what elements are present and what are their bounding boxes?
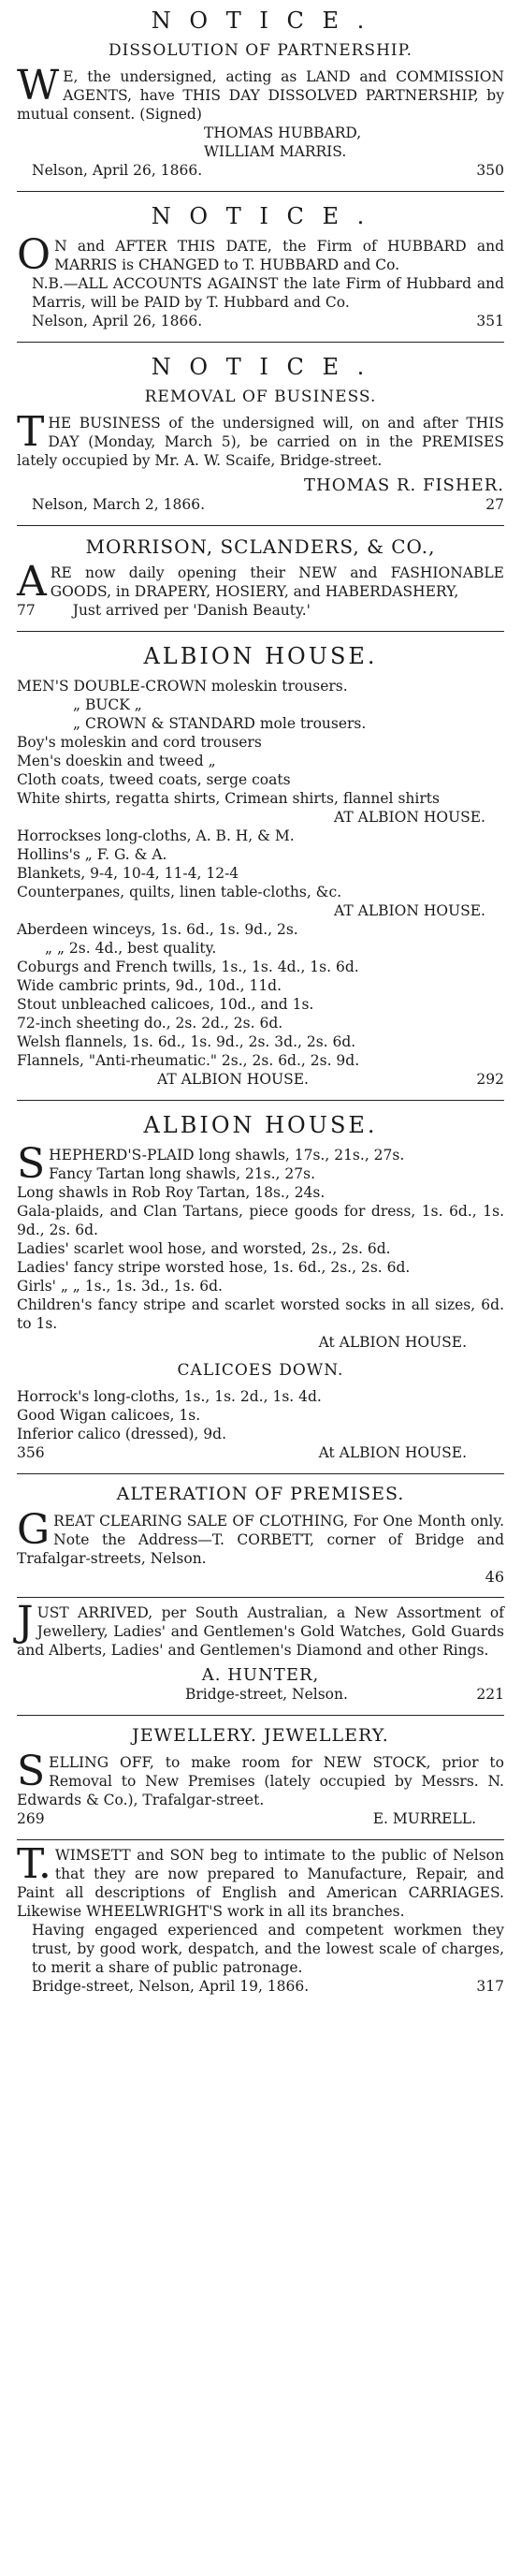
ad-body: JUST ARRIVED, per South Australian, a New Assortment of Jewellery, Ladies' and Gentlemen's Gold Watches, Gold Guards and Alberts, Ladies' and Gentlemen's Diamond and other Rings. (17, 1598, 504, 1659)
ad-name: E. MURRELL. (372, 1810, 476, 1827)
ad-name: A. HUNTER, (201, 1665, 320, 1685)
ad-address: Bridge-street, Nelson. (185, 1686, 348, 1703)
ad-number: 77 (17, 602, 36, 619)
line-item: Blankets, 9-4, 10-4, 11-4, 12-4 (17, 865, 239, 882)
notice-number: 27 (485, 496, 504, 513)
divider (17, 631, 504, 632)
line-item: Long shawls in Rob Roy Tartan, 18s., 24s. (17, 1184, 326, 1201)
ad-albion-house-1 (17, 636, 504, 1090)
ad-heading: ALTERATION OF PREMISES. (116, 1484, 405, 1504)
notice-nb: N.B.—ALL ACCOUNTS AGAINST the late Firm of Hubbard and Marris, will be PAID by T. Hubbard and Co. (32, 275, 504, 311)
signature-hubbard: THOMAS HUBBARD, (204, 124, 362, 141)
ad-tagline: AT ALBION HOUSE. (157, 1071, 309, 1088)
notice-heading: N O T I C E . (151, 7, 370, 34)
ad-morrison (17, 530, 504, 622)
ad-footer (17, 1977, 504, 1996)
line-item: SHEPHERD'S-PLAID long shawls, 17s., 21s., 27s. (17, 1140, 405, 1188)
line-item: MEN'S DOUBLE-CROWN moleskin trousers. (17, 678, 348, 695)
line-item: Horrock's long-cloths, 1s., 1s. 2d., 1s. 4d. (17, 1388, 322, 1405)
ad-albion-house-2 (17, 1105, 504, 1464)
notice-dissolution (17, 0, 504, 182)
line-item: Welsh flannels, 1s. 6d., 1s. 9d., 2s. 3d., 2s. 6d. (17, 1033, 356, 1050)
ad-footer (17, 1070, 504, 1089)
line-item: Children's fancy stripe and scarlet worsted socks in all sizes, 6d. to 1s. (17, 1296, 504, 1332)
line-item: „ CROWN & STANDARD mole trousers. (73, 715, 367, 732)
ad-number: 356 (17, 1444, 45, 1461)
ad-tagline: AT ALBION HOUSE. (334, 809, 485, 826)
notice-subheading: DISSOLUTION OF PARTNERSHIP. (108, 41, 413, 60)
divider (17, 1715, 504, 1716)
notice-date: Nelson, March 2, 1866. (32, 496, 206, 513)
newspaper-column (17, 0, 504, 1998)
notice-dateline (17, 312, 504, 330)
line-item: Coburgs and French twills, 1s., 1s. 4d., 1s. 6d. (17, 959, 359, 975)
notice-dateline (17, 495, 504, 514)
ad-tagline: At ALBION HOUSE. (318, 1334, 467, 1351)
ad-wimsett (17, 1840, 504, 1998)
notice-number: 351 (476, 313, 504, 329)
line-item: Stout unbleached calicoes, 10d., and 1s. (17, 996, 314, 1013)
notice-subheading: REMOVAL OF BUSINESS. (144, 388, 377, 406)
ad-footer (17, 1443, 504, 1462)
divider (17, 1597, 504, 1598)
line-item: „ „ 2s. 4d., best quality. (45, 940, 217, 957)
divider (17, 525, 504, 526)
notice-removal (17, 346, 504, 516)
ad-arrival: Just arrived per 'Danish Beauty.' (72, 602, 311, 619)
divider (17, 1839, 504, 1840)
ad-heading: JEWELLERY. JEWELLERY. (132, 1725, 389, 1746)
ad-number: 317 (476, 1978, 504, 1995)
line-item: Fancy Tartan long shawls, 21s., 27s. (49, 1165, 316, 1182)
line-item: Good Wigan calicoes, 1s. (17, 1407, 201, 1424)
line-item: Men's doeskin and tweed „ (17, 753, 216, 769)
line-item: Ladies' scarlet wool hose, and worsted, 2s., 2s. 6d. (17, 1240, 391, 1257)
notice-body: ON and AFTER THIS DATE, the Firm of HUBBARD and MARRIS is CHANGED to T. HUBBARD and Co. (17, 231, 504, 279)
ad-alteration (17, 1478, 504, 1588)
notice-name: THOMAS R. FISHER. (304, 476, 504, 495)
ad-heading: MORRISON, SCLANDERS, & CO., (85, 535, 436, 558)
divider (17, 191, 504, 192)
line-item: Flannels, "Anti-rheumatic." 2s., 2s. 6d., 2s. 9d. (17, 1052, 360, 1069)
notice-dateline (17, 161, 504, 180)
line-item: 72-inch sheeting do., 2s. 2d., 2s. 6d. (17, 1015, 283, 1032)
line-item: Boy's moleskin and cord trousers (17, 734, 262, 751)
line-item: „ BUCK „ (73, 696, 142, 713)
divider (17, 342, 504, 343)
ad-body: T.WIMSETT and SON beg to intimate to the public of Nelson that they are now prepared to Manufacture, Repair, and Paint all descriptions of English and American CARRIAGES. Likewise WHEELWRIGHT'S work in all its branches. (17, 1840, 504, 1920)
notice-firm-change (17, 196, 504, 332)
line-item: Cloth coats, tweed coats, serge coats (17, 771, 291, 788)
line-item: Ladies' fancy stripe worsted hose, 1s. 6d., 2s., 2s. 6d. (17, 1259, 411, 1276)
notice-date: Nelson, April 26, 1866. (32, 313, 203, 329)
notice-number: 350 (476, 162, 504, 179)
ad-heading: ALBION HOUSE. (143, 1112, 378, 1138)
notice-body: WE, the undersigned, acting as LAND and COMMISSION AGENTS, have THIS DAY DISSOLVED PARTNERSHIP, by mutual consent. (Signed) (17, 62, 504, 123)
line-item: Aberdeen winceys, 1s. 6d., 1s. 9d., 2s. (17, 921, 298, 938)
notice-date: Nelson, April 26, 1866. (32, 162, 203, 179)
ad-body: SELLING OFF, to make room for NEW STOCK, prior to Removal to New Premises (lately occupied by Messrs. N. Edwards & Co.), Trafalgar-street. (17, 1748, 504, 1808)
line-item: Inferior calico (dressed), 9d. (17, 1426, 226, 1442)
divider (17, 1100, 504, 1101)
signature-marris: WILLIAM MARRIS. (204, 143, 347, 160)
line-item: Counterpanes, quilts, linen table-cloths, &c. (17, 884, 342, 900)
ad-footer (17, 601, 504, 620)
ad-body-2: Having engaged experienced and competent workmen they trust, by good work, despatch, and the lowest scale of charges, to merit a share of public patronage. (32, 1922, 504, 1976)
ad-footer (17, 1809, 504, 1828)
line-item: Girls' „ „ 1s., 1s. 3d., 1s. 6d. (17, 1278, 223, 1295)
line-item: Wide cambric prints, 9d., 10d., 11d. (17, 977, 282, 994)
ad-subheading: CALICOES DOWN. (177, 1361, 344, 1380)
ad-number: 221 (476, 1686, 504, 1703)
ad-number: 46 (485, 1568, 504, 1586)
ad-body: ARE now daily opening their NEW and FASHIONABLE GOODS, in DRAPERY, HOSIERY, and HABERDASHERY, (17, 558, 504, 606)
ad-tagline: At ALBION HOUSE. (318, 1444, 467, 1461)
ad-jewellery (17, 1720, 504, 1830)
line-item: Horrockses long-cloths, A. B. H, & M. (17, 827, 295, 844)
ad-date: Bridge-street, Nelson, April 19, 1866. (32, 1978, 310, 1995)
notice-heading: N O T I C E . (151, 354, 370, 380)
ad-footer (17, 1685, 504, 1704)
ad-number: 292 (476, 1071, 504, 1088)
line-item: Gala-plaids, and Clan Tartans, piece goods for dress, 1s. 6d., 1s. 9d., 2s. 6d. (17, 1203, 504, 1238)
ad-body: GREAT CLEARING SALE OF CLOTHING, For One Month only. Note the Address—T. CORBETT, corner of Bridge and Trafalgar-streets, Nelson. (17, 1506, 504, 1567)
notice-body: THE BUSINESS of the undersigned will, on and after THIS DAY (Monday, March 5), be carried on in the PREMISES lately occupied by Mr. A. W. Scaife, Bridge-street. (17, 408, 504, 469)
notice-heading: N O T I C E . (151, 203, 370, 229)
ad-heading: ALBION HOUSE. (143, 643, 378, 669)
line-item: White shirts, regatta shirts, Crimean shirts, flannel shirts (17, 790, 440, 807)
ad-tagline: AT ALBION HOUSE. (334, 902, 485, 919)
ad-number: 269 (17, 1810, 45, 1827)
divider (17, 1473, 504, 1474)
line-item: Hollins's „ F. G. & A. (17, 846, 167, 863)
ad-hunter (17, 1598, 504, 1705)
